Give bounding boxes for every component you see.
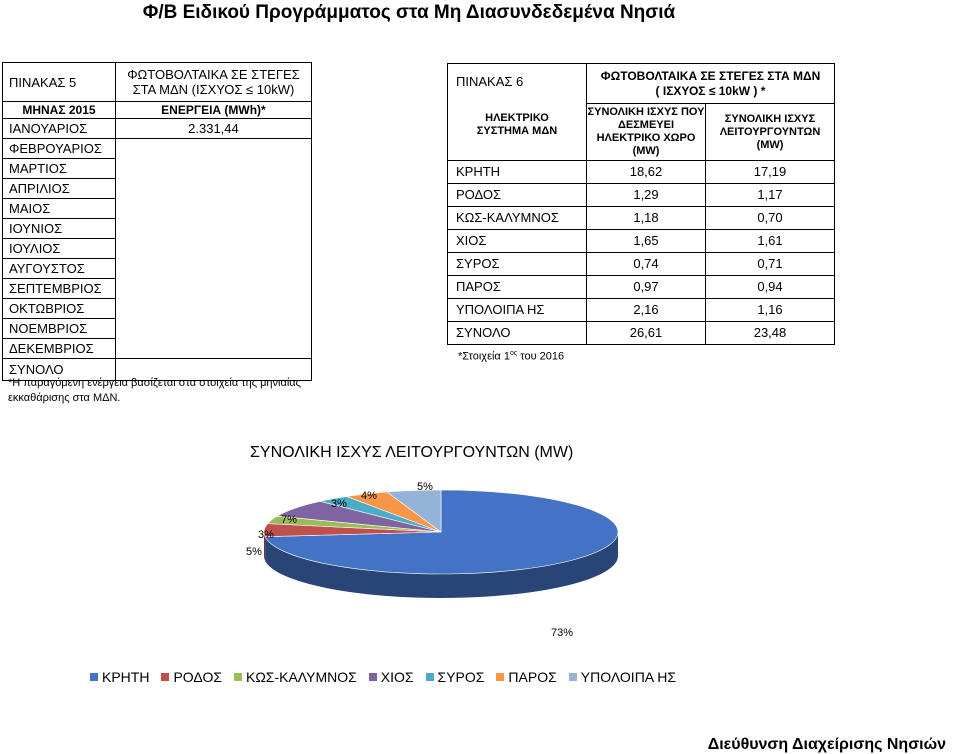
table6-name: ΚΩΣ-ΚΑΛΥΜΝΟΣ [448,207,587,230]
chart-title: ΣΥΝΟΛΙΚΗ ΙΣΧΥΣ ΛΕΙΤΟΥΡΓΟΥΝΤΩΝ (MW) [250,444,574,461]
legend-label: ΥΠΟΛΟΙΠΑ ΗΣ [580,669,677,685]
table5-value [115,159,311,179]
legend-label: ΧΙΟΣ [380,669,414,685]
table-row [448,184,835,207]
table-row [448,322,835,345]
table6-committed: 1,18 [587,207,706,230]
table6-name: ΣΥΡΟΣ [448,253,587,276]
table-row [448,207,835,230]
table6-committed: 0,74 [587,253,706,276]
table6-committed: 26,61 [587,322,706,345]
table5-col-energy: ΕΝΕΡΓΕΙΑ (MWh)* [115,102,311,119]
table6-name: ΥΠΟΛΟΙΠΑ ΗΣ [448,299,587,322]
legend-item [90,669,149,685]
table5-value [115,219,311,239]
table6-col-committed: ΣΥΝΟΛΙΚΗ ΙΣΧΥΣ ΠΟΥ ΔΕΣΜΕΥΕΙ ΗΛΕΚΤΡΙΚΟ ΧΩΡΟ (MW) [587,104,706,161]
legend-item [369,669,414,685]
legend-swatch [161,673,169,681]
table5-title: ΦΩΤΟΒΟΛΤΑΙΚΑ ΣΕ ΣΤΕΓΕΣ ΣΤΑ ΜΔΝ (ΙΣΧΥΟΣ ≤ 10kW) [115,63,311,102]
table5-month: ΑΠΡΙΛΙΟΣ [3,179,116,199]
legend-item [161,669,222,685]
table5-month: ΝΟΕΜΒΡΙΟΣ [3,319,116,339]
table-5 [2,62,312,381]
chart-legend [90,669,688,685]
table6-operating: 0,70 [706,207,835,230]
table-row [448,253,835,276]
legend-swatch [234,673,242,681]
pie-chart [0,470,960,665]
table5-month: ΦΕΒΡΟΥΑΡΙΟΣ [3,139,116,159]
table5-month: ΙΟΥΝΙΟΣ [3,219,116,239]
table6-committed: 1,65 [587,230,706,253]
table-row [448,299,835,322]
table5-value [115,339,311,359]
table5-month: ΣΕΠΤΕΜΒΡΙΟΣ [3,279,116,299]
legend-swatch [90,673,98,681]
pie-label-ΚΡΗΤΗ: 73% [550,627,574,639]
table-row [448,230,835,253]
table5-value [115,279,311,299]
pie-label-ΧΙΟΣ: 7% [281,514,297,526]
legend-item [496,669,556,685]
table6-name: ΚΡΗΤΗ [448,161,587,184]
pie-label-ΣΥΡΟΣ: 3% [331,498,347,510]
legend-swatch [426,673,434,681]
pie-label-ΚΩΣ-ΚΑΛΥΜΝΟΣ: 3% [258,529,274,541]
table5-month: ΙΑΝΟΥΑΡΙΟΣ [3,119,116,139]
table5-month: ΜΑΡΤΙΟΣ [3,159,116,179]
legend-item [569,669,676,685]
table-row [448,161,835,184]
legend-label: ΣΥΡΟΣ [437,669,485,685]
table5-month: ΟΚΤΩΒΡΙΟΣ [3,299,116,319]
legend-swatch [369,673,377,681]
legend-item [234,669,357,685]
table6-label: ΠΙΝΑΚΑΣ 6 [456,74,524,89]
table6-committed: 18,62 [587,161,706,184]
legend-label: ΚΡΗΤΗ [102,669,150,685]
table6-operating: 1,16 [706,299,835,322]
table6-committed: 1,29 [587,184,706,207]
table6-title: ΦΩΤΟΒΟΛΤΑΙΚΑ ΣΕ ΣΤΕΓΕΣ ΣΤΑ ΜΔΝ ( ΙΣΧΥΟΣ ≤ 10kW ) * [587,64,835,104]
table6-operating: 1,17 [706,184,835,207]
table5-value [115,199,311,219]
table5-value [115,139,311,159]
table6-label-cell [448,64,587,161]
table6-name: ΣΥΝΟΛΟ [448,322,587,345]
legend-label: ΡΟΔΟΣ [173,669,222,685]
table5-value: 2.331,44 [115,119,311,139]
page-title: Φ/Β Ειδικού Προγράμματος στα Μη Διασυνδεδεμένα Νησιά [142,2,676,23]
table5-month: ΔΕΚΕΜΒΡΙΟΣ [3,339,116,359]
table5-month: ΜΑΙΟΣ [3,199,116,219]
legend-label: ΚΩΣ-ΚΑΛΥΜΝΟΣ [246,669,357,685]
legend-label: ΠΑΡΟΣ [508,669,557,685]
legend-swatch [569,673,577,681]
pie-label-ΥΠΟΛΟΙΠΑ ΗΣ: 5% [417,481,433,493]
table5-value [115,239,311,259]
table6-operating: 23,48 [706,322,835,345]
table5-value [115,319,311,339]
legend-item [426,669,485,685]
table6-name: ΧΙΟΣ [448,230,587,253]
table5-month: ΑΥΓΟΥΣΤΟΣ [3,259,116,279]
table6-sublabel: ΗΛΕΚΤΡΙΚΟ ΣΥΣΤΗΜΑ ΜΔΝ [476,112,558,137]
table-6 [447,63,835,345]
pie-label-ΠΑΡΟΣ: 4% [361,490,377,502]
table5-label: ΠΙΝΑΚΑΣ 5 [3,63,116,102]
table6-operating: 1,61 [706,230,835,253]
table6-committed: 0,97 [587,276,706,299]
table5-value [115,259,311,279]
table6-operating: 17,19 [706,161,835,184]
footer: Διεύθυνση Διαχείρισης Νησιών [707,736,946,753]
table6-operating: 0,94 [706,276,835,299]
table5-total-label: ΣΥΝΟΛΟ [3,359,116,381]
table6-operating: 0,71 [706,253,835,276]
table-row [448,276,835,299]
table6-name: ΡΟΔΟΣ [448,184,587,207]
table5-month: ΙΟΥΛΙΟΣ [3,239,116,259]
table5-col-month: ΜΗΝΑΣ 2015 [3,102,116,119]
table6-col-operating: ΣΥΝΟΛΙΚΗ ΙΣΧΥΣ ΛΕΙΤΟΥΡΓΟΥΝΤΩΝ (MW) [706,104,835,161]
table6-committed: 2,16 [587,299,706,322]
table5-value [115,299,311,319]
legend-swatch [496,673,504,681]
table6-name: ΠΑΡΟΣ [448,276,587,299]
table5-value [115,179,311,199]
table5-note: *Η παραγόμενη ενέργεια βασίζεται στα στοιχεία της μηνιαίας εκκαθάρισης στα ΜΔΝ. [8,377,301,404]
pie-label-ΡΟΔΟΣ: 5% [246,546,262,558]
table6-note: *Στοιχεία $1^{o\varsigma}$ του 2016 [458,350,565,363]
